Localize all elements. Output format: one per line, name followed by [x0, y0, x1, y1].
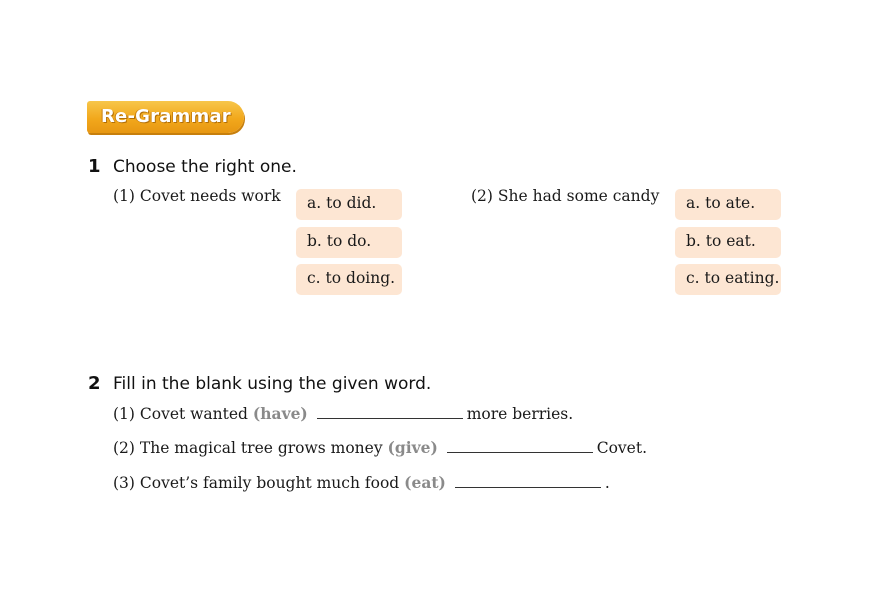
- q2-item-3-blank[interactable]: [455, 486, 601, 488]
- q2-item-3-text: (3) Covet’s family bought much food: [113, 474, 400, 492]
- q1-item-1-option-b[interactable]: b. to do.: [296, 227, 402, 258]
- q2-item-1-text: (1) Covet wanted: [113, 405, 248, 423]
- q2-item-3-hint: (eat): [404, 473, 446, 492]
- q2-item-2-hint: (give): [387, 438, 438, 457]
- question-2-title: Fill in the blank using the given word.: [113, 374, 432, 394]
- question-1-title: Choose the right one.: [113, 157, 297, 177]
- q1-item-1-option-a[interactable]: a. to did.: [296, 189, 402, 220]
- q1-item-2-prompt: (2) She had some candy: [471, 187, 660, 205]
- q2-item-2: [113, 438, 647, 457]
- q2-item-1-hint: (have): [252, 404, 308, 423]
- q2-item-2-text-after: Covet.: [596, 439, 648, 457]
- q1-item-2-option-c[interactable]: c. to eating.: [675, 264, 781, 295]
- q1-item-2-option-b[interactable]: b. to eat.: [675, 227, 781, 258]
- q2-item-1: [113, 404, 573, 423]
- section-badge: [87, 101, 244, 133]
- q1-item-2-option-a[interactable]: a. to ate.: [675, 189, 781, 220]
- q2-item-2-text: (2) The magical tree grows money: [113, 439, 383, 457]
- q2-item-2-blank[interactable]: [447, 451, 593, 453]
- q1-item-1-prompt: (1) Covet needs work: [113, 187, 281, 205]
- q2-item-1-text-after: more berries.: [466, 405, 574, 423]
- q2-item-3-text-after: .: [604, 474, 610, 492]
- question-1-number: 1: [88, 156, 101, 177]
- section-badge-label: Re-Grammar: [101, 106, 231, 127]
- q2-item-3: [113, 473, 610, 492]
- q1-item-1-option-c[interactable]: c. to doing.: [296, 264, 402, 295]
- question-2-number: 2: [88, 373, 101, 394]
- q2-item-1-blank[interactable]: [317, 417, 463, 419]
